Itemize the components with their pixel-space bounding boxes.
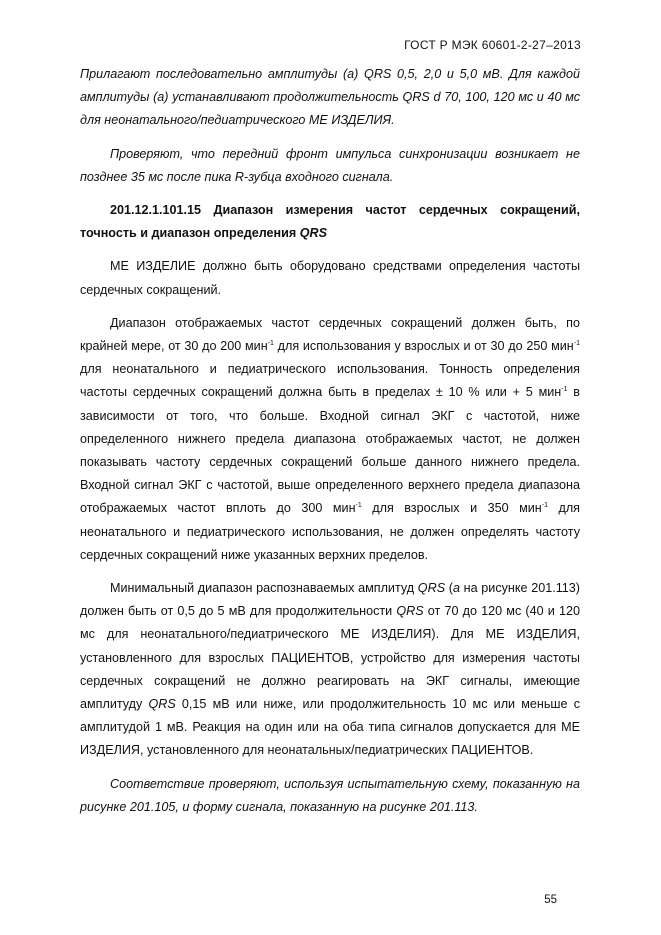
paragraph-qrs-amplitude-range — [80, 577, 580, 763]
text-run: 0,15 мВ или ниже, или продолжительность 10 мс или меньше с амплитудой 1 мВ. Реакция на один или на оба типа сигналов допускается для МЕ ИЗДЕЛИЯ, установленного для неонатальных/педиатрических ПАЦИЕНТОВ. — [80, 697, 580, 758]
text-run: Минимальный диапазон распознаваемых амплитуд — [110, 581, 418, 596]
paragraph-compliance-check: Соответствие проверяют, используя испытательную схему, показанную на рисунке 201.105, и форму сигнала, показанную на рисунке 201.113. — [80, 776, 580, 814]
italic-term: QRS — [417, 581, 446, 596]
section-heading-qrs: QRS — [299, 226, 328, 241]
superscript: -1 — [561, 386, 568, 394]
italic-term: а — [452, 581, 460, 596]
paragraph-test-amplitudes: Прилагают последовательно амплитуды (а) QRS 0,5, 2,0 и 5,0 мВ. Для каждой амплитуды (а) устанавливают продолжительность QRS d 70, 100, 120 мс и 40 мс для неонатального/педиатрического МЕ ИЗДЕЛИЯ. — [80, 67, 580, 128]
text-run: для неонатального и педиатрического использования. Тонность определения частоты сердечных сокращений должна быть в пределах ± 10 % или + 5 мин — [80, 362, 580, 400]
text-run: на рисунке 201.113) должен быть от 0,5 до 5 мВ для продолжительности — [80, 581, 580, 619]
superscript: -1 — [355, 502, 362, 510]
text-run: для взрослых и 350 мин — [361, 501, 542, 516]
page-header-standard: ГОСТ Р МЭК 60601-2-27–2013 — [404, 38, 581, 52]
text-run: для использования у взрослых и от 30 до 250 мин — [273, 339, 574, 354]
section-heading — [80, 199, 580, 245]
superscript: -1 — [573, 340, 580, 348]
text-run: для неонатального и педиатрического использования, не должен определять частоту сердечных сокращений ниже указанных верхних пределов. — [80, 501, 581, 562]
page-number: 55 — [544, 894, 557, 906]
text-run: в зависимости от того, что больше. Входной сигнал ЭКГ с частотой, ниже определенного нижнего предела диапазона отображаемых частот, не должен показывать частоту сердечных сокращений больше данного нижнего предела. Входной сигнал ЭКГ с частотой, выше определенного верхнего предела диапазона отображаемых частот вплоть до 300 мин — [80, 385, 580, 516]
superscript: -1 — [541, 502, 548, 510]
section-heading-text: 201.12.1.101.15 Диапазон измерения частот сердечных сокращений, точность и диапазон определения — [80, 203, 580, 241]
text-run: от 70 до 120 мс (40 и 120 мс для неонатального/педиатрического МЕ ИЗДЕЛИЯ). Для МЕ ИЗДЕЛИЯ, установленного для взрослых ПАЦИЕНТОВ, устройство для измерения частоты сердечных сокращений не должно реагировать на ЭКГ сигналы, имеющие амплитуду — [80, 604, 580, 712]
text-run: ( — [445, 581, 453, 596]
superscript: -1 — [267, 340, 274, 348]
page-content — [80, 63, 580, 829]
paragraph-heart-rate-range — [80, 312, 580, 567]
italic-term: QRS — [148, 697, 176, 712]
paragraph-sync-check: Проверяют, что передний фронт импульса синхронизации возникает не позднее 35 мс после пика R-зубца входного сигнала. — [80, 146, 580, 184]
italic-term: QRS — [396, 604, 424, 619]
paragraph-heart-rate-means: МЕ ИЗДЕЛИЕ должно быть оборудовано средствами определения частоты сердечных сокращений. — [80, 259, 580, 297]
text-run: Диапазон отображаемых частот сердечных сокращений должен быть, по крайней мере, от 30 до 200 мин — [80, 315, 580, 354]
